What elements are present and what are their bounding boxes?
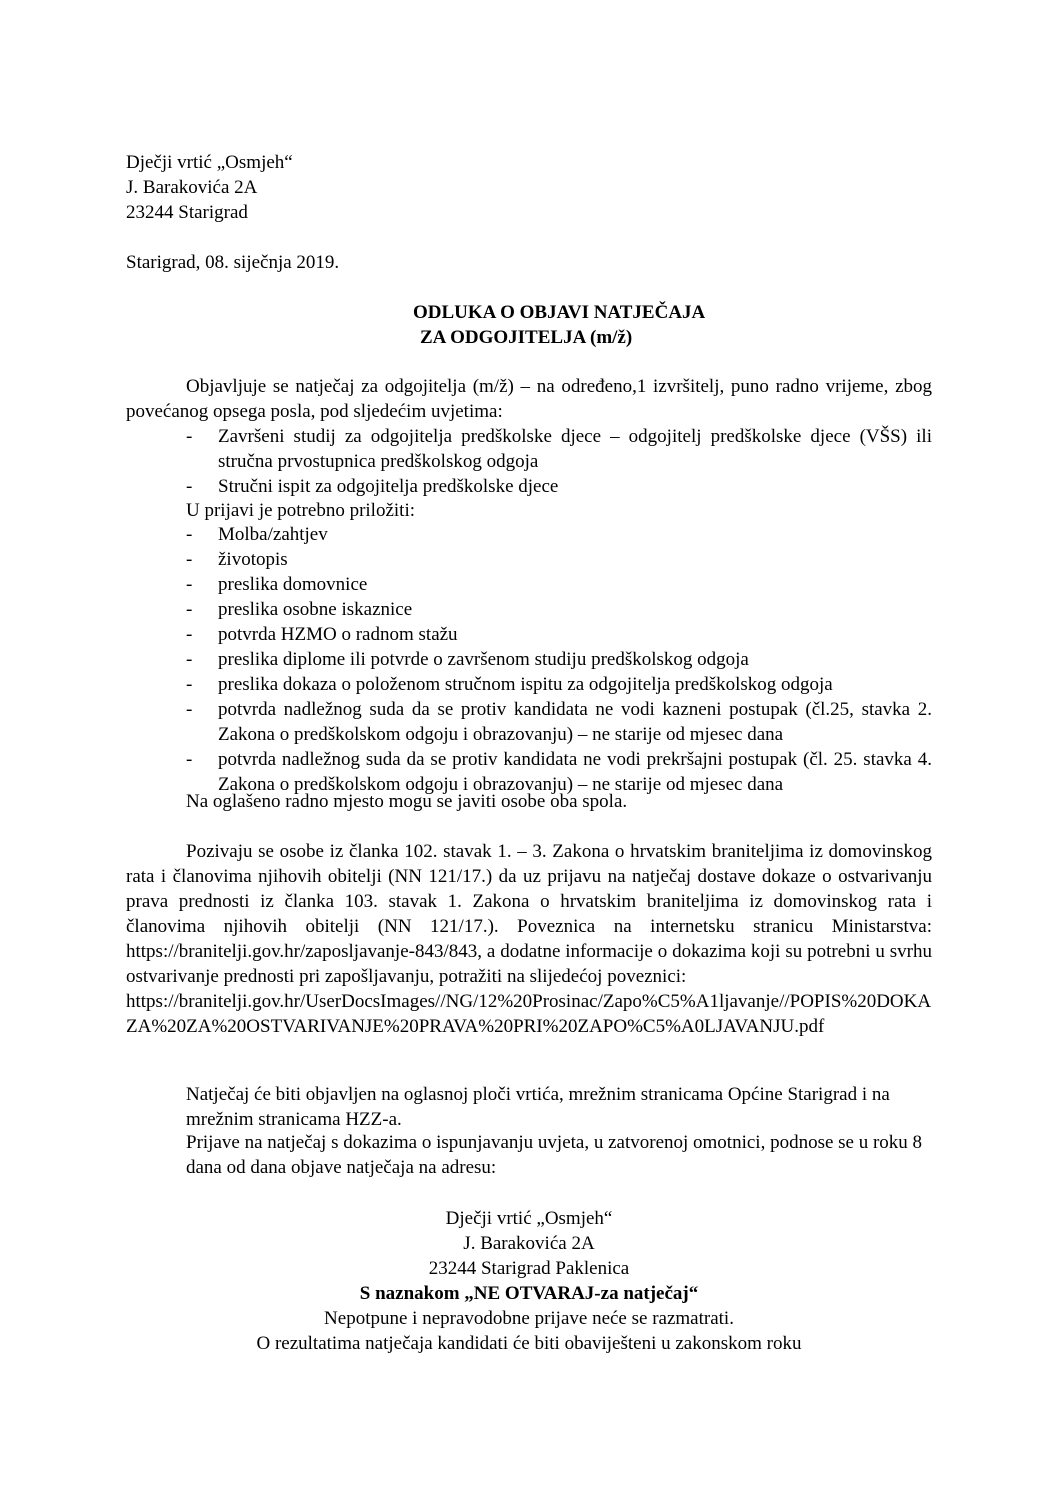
dash-bullet: - (186, 699, 193, 720)
attachment-text: potvrda HZMO o radnom stažu (218, 624, 458, 645)
title-line1-text: ODLUKA O OBJAVI NATJEČAJA (413, 302, 706, 323)
list-item (186, 697, 932, 747)
dash-bullet: - (186, 426, 193, 447)
results-notice: O rezultatima natječaja kandidati će biti obaviješteni u zakonskom roku (256, 1333, 802, 1354)
veterans-link[interactable]: https://branitelji.gov.hr/UserDocsImages//NG/12%20Prosinac/Zapo%C5%A1ljavanje//POPIS%20DOKAZA%20ZA%20OSTVARIVANJE%20PRAVA%20PRI%20ZAPO%C5%A0LJAVANJU.pdf (126, 991, 932, 1037)
list-item (186, 672, 932, 697)
attachments-label: U prijavi je potrebno priložiti: (186, 500, 416, 521)
conditions-list (186, 424, 932, 499)
veterans-paragraph (126, 839, 932, 1039)
list-item (186, 622, 932, 647)
dash-bullet: - (186, 476, 193, 497)
deadline-notice: Prijave na natječaj s dokazima o ispunjavanju uvjeta, u zatvorenoj omotnici, podnose se u roku 8 dana od dana objave natječaja na adresu: (186, 1132, 923, 1178)
sender-city: 23244 Starigrad (126, 202, 248, 223)
list-item (186, 522, 932, 547)
address-street: J. Barakovića 2A (463, 1233, 595, 1254)
attachment-text: preslika domovnice (218, 574, 368, 595)
attachment-text: preslika osobne iskaznice (218, 599, 413, 620)
list-item (186, 474, 932, 499)
condition-text: Završeni studij za odgojitelja predškolske djece – odgojitelj predškolske djece (VŠS) ili stručna prvostupnica predškolskog odgoja (218, 426, 932, 472)
dash-bullet: - (186, 549, 193, 570)
intro-paragraph: Objavljuje se natječaj za odgojitelja (m/ž) – na određeno,1 izvršitelj, puno radno vrijeme, zbog povećanog opsega posla, pod sljedećim uvjetima: (126, 376, 932, 422)
address-city: 23244 Starigrad Paklenica (428, 1258, 630, 1279)
dash-bullet: - (186, 599, 193, 620)
list-item (186, 572, 932, 597)
title-line2-text: ZA ODGOJITELJA (m/ž) (420, 327, 633, 348)
address-name: Dječji vrtić „Osmjeh“ (445, 1208, 613, 1229)
attachment-text: potvrda nadležnog suda da se protiv kandidata ne vodi kazneni postupak (čl.25, stavka 2. Zakona o predškolskom odgoju i obrazovanju) – ne starije od mjesec dana (218, 699, 932, 745)
dash-bullet: - (186, 749, 193, 770)
dash-bullet: - (186, 574, 193, 595)
list-item (186, 647, 932, 672)
sender-name: Dječji vrtić „Osmjeh“ (126, 152, 293, 173)
list-item (186, 424, 932, 474)
publish-notice: Natječaj će biti objavljen na oglasnoj ploči vrtića, mrežnim stranicama Općine Starigrad i na mrežnim stranicama HZZ-a. (186, 1084, 890, 1130)
condition-text: Stručni ispit za odgojitelja predškolske djece (218, 476, 559, 497)
veterans-text: Pozivaju se osobe iz članka 102. stavak 1. – 3. Zakona o hrvatskim braniteljima iz domovinskog rata i članovima njihovih obitelji (NN 121/17.) da uz prijavu na natječaj dostave dokaze o ostvarivanju prava prednosti iz članka 103. stavak 1. Zakona o hrvatskim braniteljima iz domovinskog rata i članovima njihovih obitelji (NN 121/17.). Poveznica na internetsku stranicu Ministarstva: https://branitelji.gov.hr/zaposljavanje-843/843, a dodatne informacije o dokazima koji su potrebni u svrhu ostvarivanje prednosti pri zapošljavanju, potražiti na slijedećoj poveznici: (126, 841, 932, 987)
dash-bullet: - (186, 649, 193, 670)
document-date: Starigrad, 08. siječnja 2019. (126, 252, 340, 273)
sender-address (126, 150, 293, 225)
attachment-text: potvrda nadležnog suda da se protiv kandidata ne vodi prekršajni postupak (čl. 25. stavka 4. Zakona o predškolskom odgoju i obrazovanju) – ne starije od mjesec dana (218, 749, 932, 795)
attachment-text: Molba/zahtjev (218, 524, 328, 545)
incomplete-notice: Nepotpune i nepravodobne prijave neće se razmatrati. (324, 1308, 734, 1329)
attachments-list (186, 522, 932, 797)
sender-street: J. Barakovića 2A (126, 177, 258, 198)
dash-bullet: - (186, 674, 193, 695)
list-item (186, 597, 932, 622)
dash-bullet: - (186, 624, 193, 645)
both-sexes-notice: Na oglašeno radno mjesto mogu se javiti osobe oba spola. (186, 791, 628, 812)
list-item (186, 547, 932, 572)
attachment-text: preslika diplome ili potvrde o završenom studiju predškolskog odgoja (218, 649, 749, 670)
attachment-text: životopis (218, 549, 288, 570)
address-mark: S naznakom „NE OTVARAJ-za natječaj“ (359, 1283, 699, 1304)
submission-address (0, 1206, 1058, 1356)
attachment-text: preslika dokaza o položenom stručnom ispitu za odgojitelja predškolskog odgoja (218, 674, 833, 695)
dash-bullet: - (186, 524, 193, 545)
